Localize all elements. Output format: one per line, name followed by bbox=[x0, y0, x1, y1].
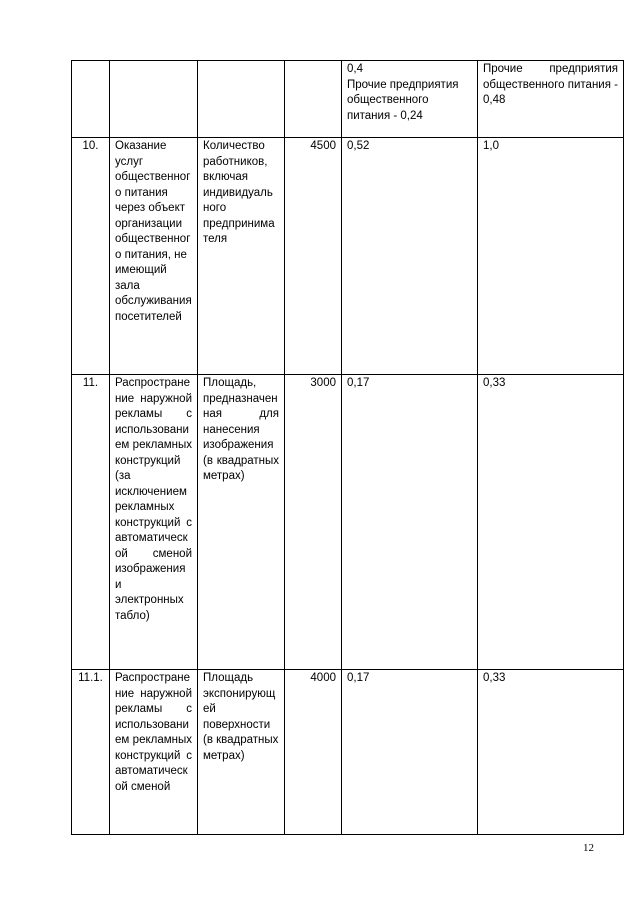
activity-cell: Распространение наружной рекламы с использованием рекламных конструкций (за исключением рекламных конструкций с автоматической сменой изображения и электронных табло) bbox=[110, 375, 198, 670]
tariff-table bbox=[71, 60, 624, 835]
row-number: 10. bbox=[72, 138, 110, 375]
rate-cell: 4500 bbox=[285, 138, 342, 375]
coefficient-1-cell: 0,4 Прочие предприятия общественного питания - 0,24 bbox=[342, 61, 478, 138]
indicator-cell: Площадь экспонирующей поверхности (в квадратных метрах) bbox=[198, 670, 285, 835]
table-row bbox=[72, 138, 624, 375]
rate-cell: 4000 bbox=[285, 670, 342, 835]
table-row bbox=[72, 61, 624, 138]
indicator-cell bbox=[198, 61, 285, 138]
indicator-cell: Площадь, предназначенная для нанесения изображения (в квадратных метрах) bbox=[198, 375, 285, 670]
activity-cell bbox=[110, 61, 198, 138]
rate-cell: 3000 bbox=[285, 375, 342, 670]
page-number: 12 bbox=[583, 842, 594, 854]
coefficient-1-cell: 0,52 bbox=[342, 138, 478, 375]
coefficient-2-cell: 0,33 bbox=[478, 375, 624, 670]
coefficient-2-cell: 0,33 bbox=[478, 670, 624, 835]
coefficient-1-cell: 0,17 bbox=[342, 670, 478, 835]
row-number: 11. bbox=[72, 375, 110, 670]
activity-cell: Оказание услуг общественного питания через объект организации общественного питания, не имеющий зала обслуживания посетителей bbox=[110, 138, 198, 375]
row-number: 11.1. bbox=[72, 670, 110, 835]
coefficient-1-cell: 0,17 bbox=[342, 375, 478, 670]
activity-cell: Распространение наружной рекламы с использованием рекламных конструкций с автоматической сменой bbox=[110, 670, 198, 835]
table-row bbox=[72, 375, 624, 670]
indicator-cell: Количество работников, включая индивидуального предпринимателя bbox=[198, 138, 285, 375]
coefficient-2-cell: Прочие предприятия общественного питания - 0,48 bbox=[478, 61, 624, 138]
row-number bbox=[72, 61, 110, 138]
table-row bbox=[72, 670, 624, 835]
rate-cell bbox=[285, 61, 342, 138]
coefficient-2-cell: 1,0 bbox=[478, 138, 624, 375]
